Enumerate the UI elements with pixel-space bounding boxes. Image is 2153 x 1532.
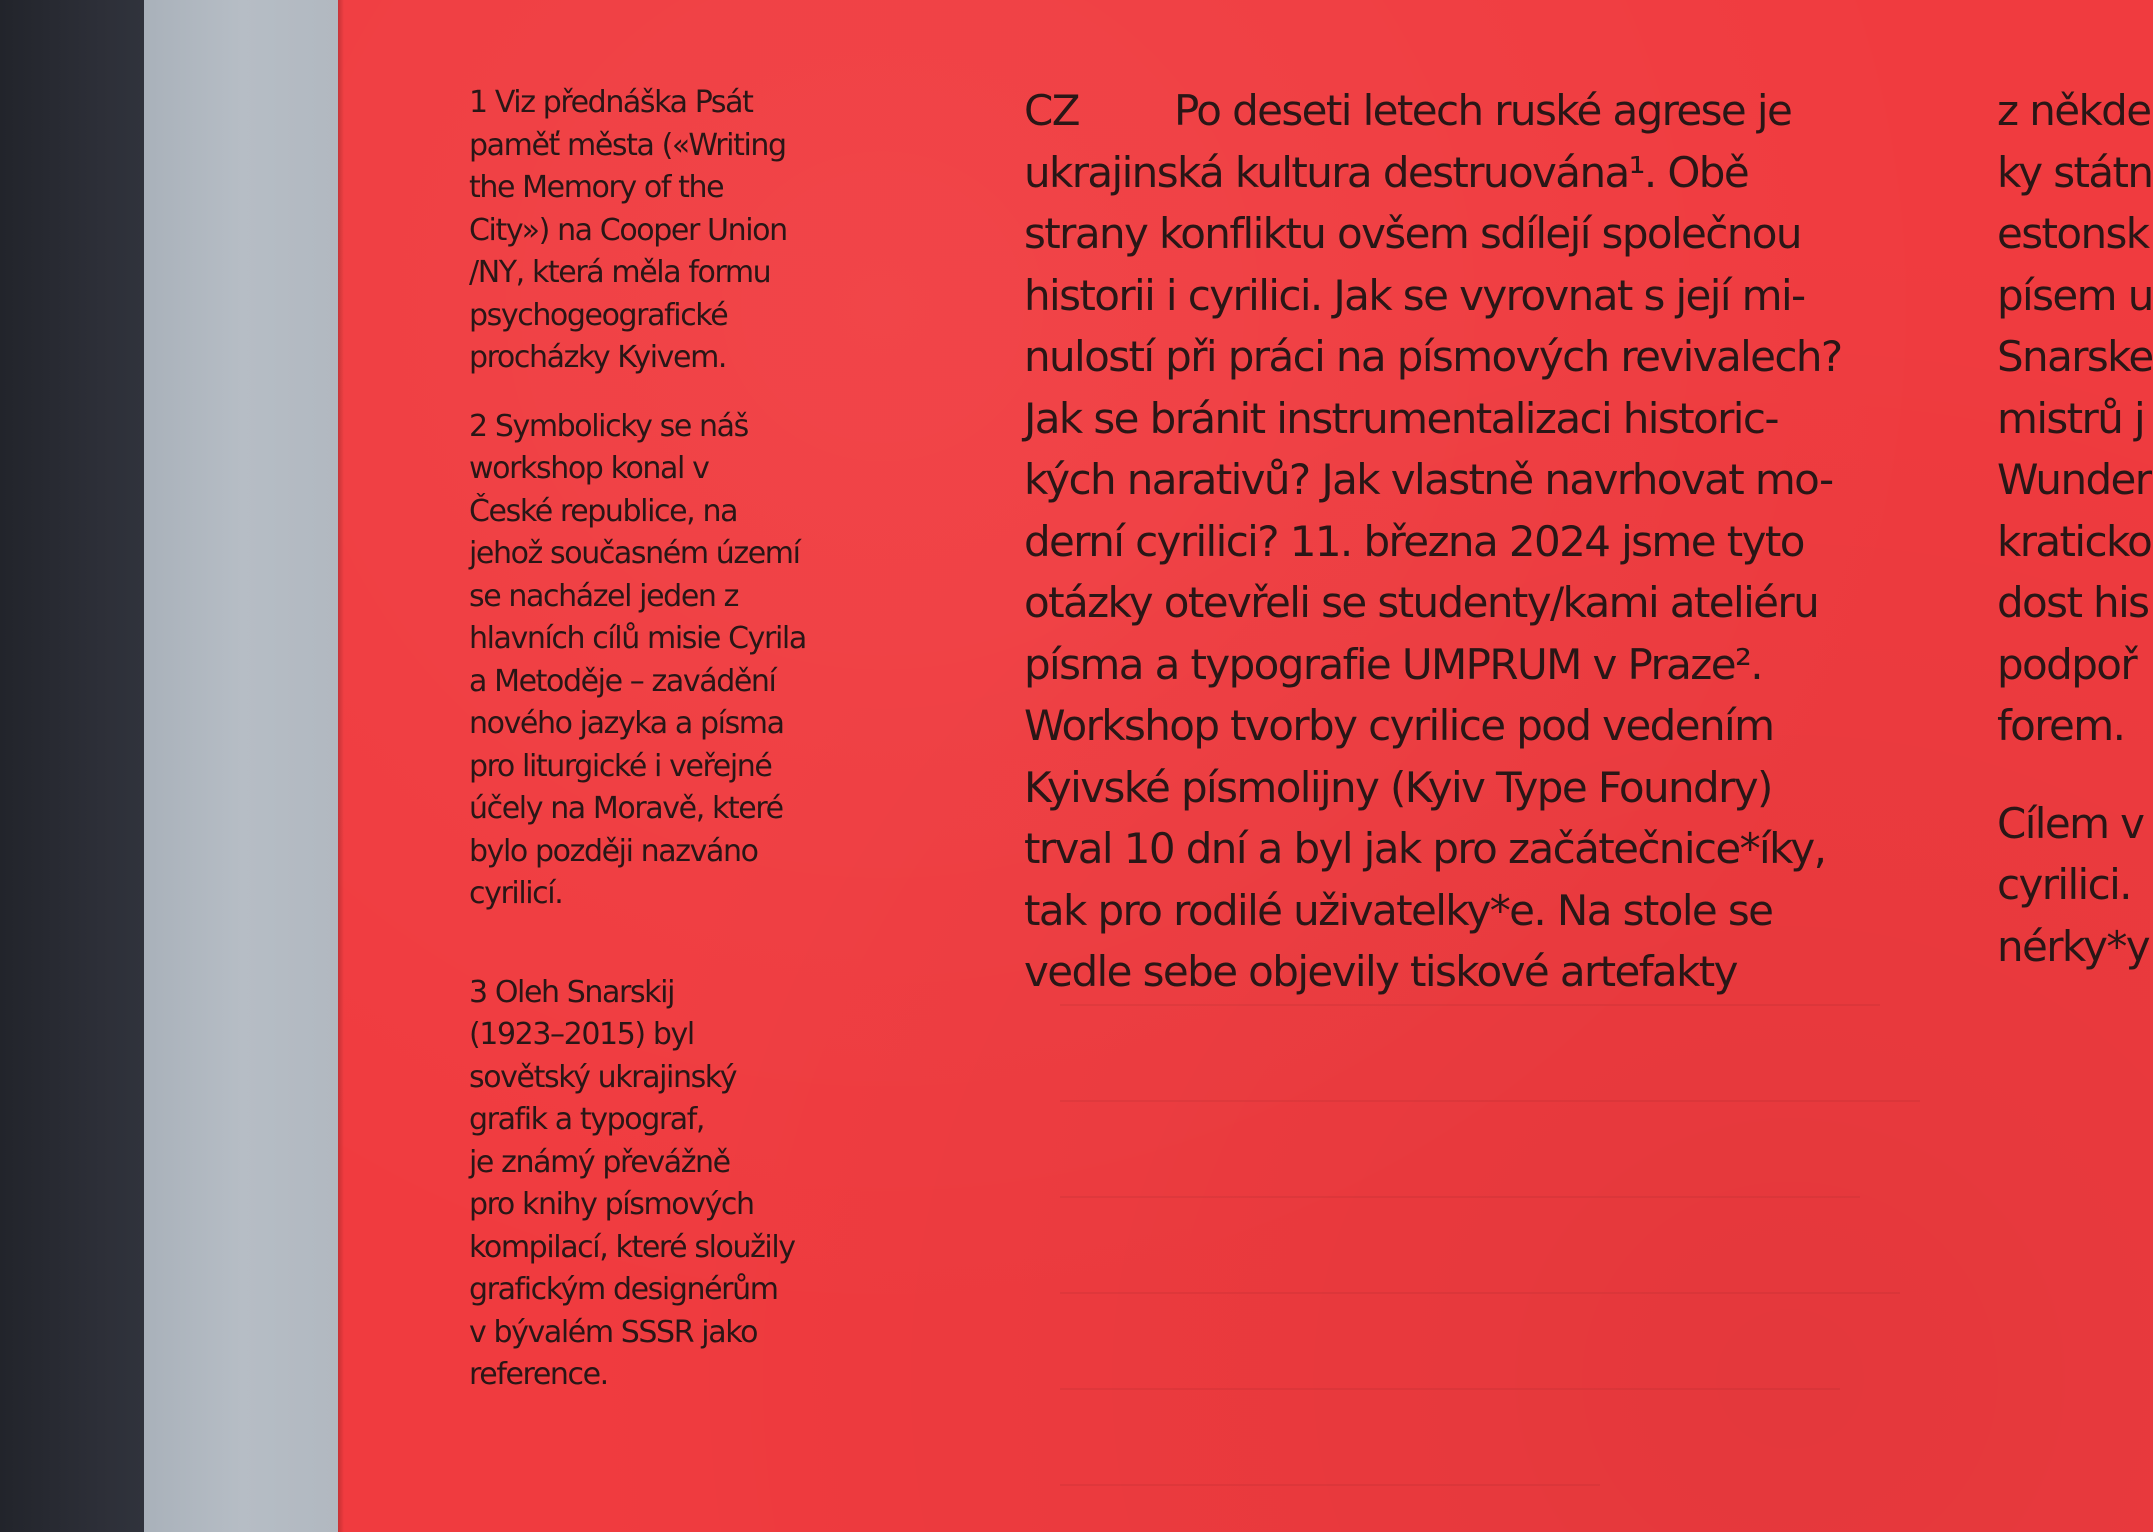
- right-text-line: z někde: [1997, 86, 2151, 135]
- main-text-line: Kyivské písmolijny (Kyiv Type Foundry): [1024, 762, 1772, 812]
- footnote-1: 1 Viz přednáška Psát paměť města («Writing the Memory of the City») na Cooper Union /NY, která měla formu psychogeografické procházky Kyivem.: [469, 85, 787, 375]
- language-tag: CZ: [1024, 86, 1079, 135]
- right-text-line: Cílem v: [1997, 798, 2144, 848]
- right-text-line: dost his: [1997, 578, 2149, 627]
- right-text-line: podpoř: [1997, 639, 2137, 689]
- footnote-3: 3 Oleh Snarskij (1923–2015) byl sovětský ukrajinský grafik a typograf, je známý převážně pro knihy písmových kompilací, které sloužily grafickým designérům v bývalém SSSR jako reference.: [469, 974, 795, 1392]
- main-text-column: [1024, 80, 2004, 1003]
- show-through-texture: [1060, 960, 1940, 1532]
- footnote-2: 2 Symbolicky se náš workshop konal v České republice, na jehož současném území se nacházel jeden z hlavních cílů misie Cyrila a Metoděje – zavádění nového jazyka a písma pro liturgické i veřejné účely na Moravě, které bylo později nazváno cyrilicí.: [469, 408, 806, 911]
- right-text-line: mistrů j: [1997, 393, 2145, 443]
- right-text-line: ky státn: [1997, 147, 2153, 197]
- paragraph-gap: [1997, 757, 2153, 793]
- main-text-line: písma a typografie UMPRUM v Praze².: [1024, 639, 1762, 689]
- main-text-line: Jak se bránit instrumentalizaci historic-: [1024, 393, 1778, 443]
- main-text-line: strany konfliktu ovšem sdílejí společnou: [1024, 209, 1801, 258]
- right-text-line: Wunder: [1997, 455, 2151, 504]
- main-text-line: vedle sebe objevily tiskové artefakty: [1024, 947, 1737, 996]
- main-text-line: kých narativů? Jak vlastně navrhovat mo-: [1024, 455, 1833, 504]
- right-text-column-cropped: [1997, 80, 2153, 977]
- main-text-line: historii i cyrilici. Jak se vyrovnat s její mi-: [1024, 270, 1805, 320]
- main-text-line: ukrajinská kultura destruována¹. Obě: [1024, 147, 1749, 197]
- main-text-line: otázky otevřeli se studenty/kami ateliéru: [1024, 578, 1819, 627]
- right-text-line: nérky*y: [1997, 921, 2150, 971]
- main-text-line: trval 10 dní a byl jak pro začátečnice*íky,: [1024, 824, 1826, 873]
- dark-background-edge: [0, 0, 144, 1532]
- page-edge-shadow: [338, 0, 344, 1532]
- right-text-line: cyrilici.: [1997, 860, 2131, 909]
- right-text-line: Snarske: [1997, 332, 2153, 381]
- footnotes-column: [469, 82, 879, 1397]
- right-text-line: forem.: [1997, 701, 2125, 750]
- right-text-line: estonsk: [1997, 209, 2149, 258]
- main-text-line: CZ Po deseti letech ruské agrese je: [1024, 80, 2004, 142]
- main-text-line: Workshop tvorby cyrilice pod vedením: [1024, 701, 1774, 750]
- main-text-line: tak pro rodilé uživatelky*e. Na stole se: [1024, 885, 1773, 935]
- grey-underlying-sheet: [144, 0, 341, 1532]
- main-text-line: nulostí při práci na písmových revivalech?: [1024, 332, 1842, 381]
- right-text-line: kraticko: [1997, 516, 2152, 566]
- main-text-line: derní cyrilici? 11. března 2024 jsme tyto: [1024, 516, 1804, 566]
- right-text-line: písem u: [1997, 270, 2153, 320]
